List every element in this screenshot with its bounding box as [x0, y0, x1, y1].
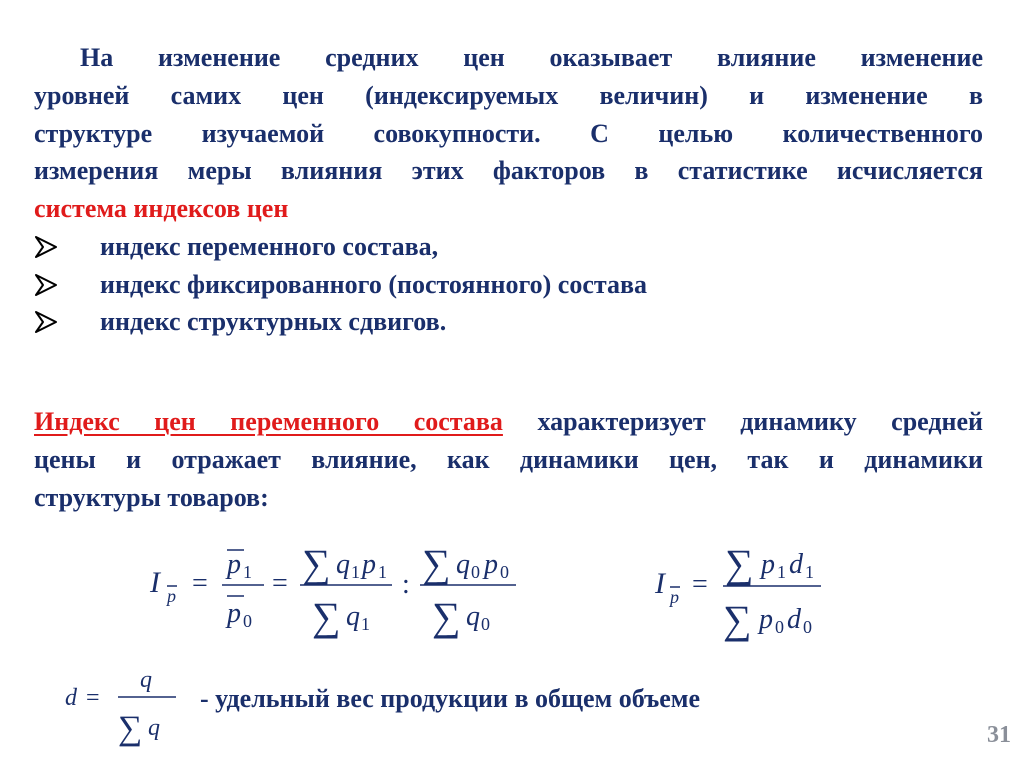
svg-text:p: p — [759, 604, 773, 635]
svg-text:q: q — [148, 715, 160, 741]
svg-text:p: p — [362, 549, 376, 580]
svg-text:∑: ∑ — [118, 710, 143, 747]
svg-text:∑: ∑ — [723, 597, 752, 642]
svg-text:p: p — [670, 587, 679, 607]
intro-line-1: На изменение средних цен оказывает влияние изменение — [80, 43, 983, 72]
bullet-item-1: индекс переменного состава, — [100, 232, 439, 261]
formula-note: - удельный вес продукции в общем объеме — [200, 684, 701, 713]
definition-line-3: структуры товаров: — [34, 483, 269, 512]
svg-text:1: 1 — [777, 562, 786, 582]
svg-text:0: 0 — [500, 562, 509, 582]
svg-text:d: d — [789, 549, 803, 580]
svg-text:p: p — [227, 549, 241, 580]
svg-text:=: = — [192, 568, 208, 599]
svg-text:∑: ∑ — [725, 541, 754, 586]
bullet-item-2: индекс фиксированного (постоянного) состава — [100, 270, 647, 299]
svg-text:q: q — [336, 549, 350, 580]
formula-variable-composition — [140, 530, 550, 650]
svg-text:I: I — [655, 567, 665, 600]
svg-text:p: p — [761, 549, 775, 580]
svg-text:=: = — [692, 569, 708, 600]
intro-highlight: система индексов цен — [34, 194, 289, 223]
svg-text:q: q — [466, 601, 480, 632]
svg-text:0: 0 — [243, 611, 252, 631]
svg-text:=: = — [272, 568, 288, 599]
svg-text:∑: ∑ — [432, 594, 461, 639]
intro-line-2: уровней самих цен (индексируемых величин) и изменение в — [34, 81, 983, 110]
svg-text:1: 1 — [378, 562, 387, 582]
formula-share-weighted — [645, 535, 845, 645]
svg-text:p: p — [227, 598, 241, 629]
definition-line-2: цены и отражает влияние, как динамики цен, так и динамики — [34, 445, 983, 474]
svg-text:∑: ∑ — [422, 541, 451, 586]
formula-share-d — [60, 665, 190, 755]
svg-text:p: p — [484, 549, 498, 580]
svg-text:d: d — [65, 685, 77, 711]
svg-text:0: 0 — [471, 562, 480, 582]
svg-text:∑: ∑ — [312, 594, 341, 639]
arrow-bullet-icon — [34, 234, 60, 260]
svg-text:=: = — [86, 685, 100, 711]
svg-text:q: q — [346, 601, 360, 632]
intro-line-4: измерения меры влияния этих факторов в статистике исчисляется — [34, 156, 983, 185]
svg-text:0: 0 — [775, 617, 784, 637]
svg-text:p: p — [167, 586, 176, 606]
svg-text:d: d — [787, 604, 801, 635]
svg-text:1: 1 — [805, 562, 814, 582]
svg-text:1: 1 — [351, 562, 360, 582]
svg-text:1: 1 — [243, 562, 252, 582]
svg-text:q: q — [456, 549, 470, 580]
definition-line-1 — [34, 403, 983, 440]
svg-text:0: 0 — [481, 614, 490, 634]
arrow-bullet-icon — [34, 272, 60, 298]
svg-text:q: q — [140, 667, 152, 693]
definition-line-1-rest: характеризует динамику средней — [537, 407, 983, 436]
definition-term: Индекс цен переменного состава — [34, 407, 503, 436]
arrow-bullet-icon — [34, 309, 60, 335]
svg-text:I: I — [150, 566, 160, 599]
svg-text:1: 1 — [361, 614, 370, 634]
svg-text:0: 0 — [803, 617, 812, 637]
page-number: 31 — [987, 722, 1011, 748]
intro-line-3: структуре изучаемой совокупности. С целью количественного — [34, 119, 983, 148]
svg-text::: : — [402, 569, 410, 600]
bullet-item-3: индекс структурных сдвигов. — [100, 307, 447, 336]
svg-text:∑: ∑ — [302, 541, 331, 586]
